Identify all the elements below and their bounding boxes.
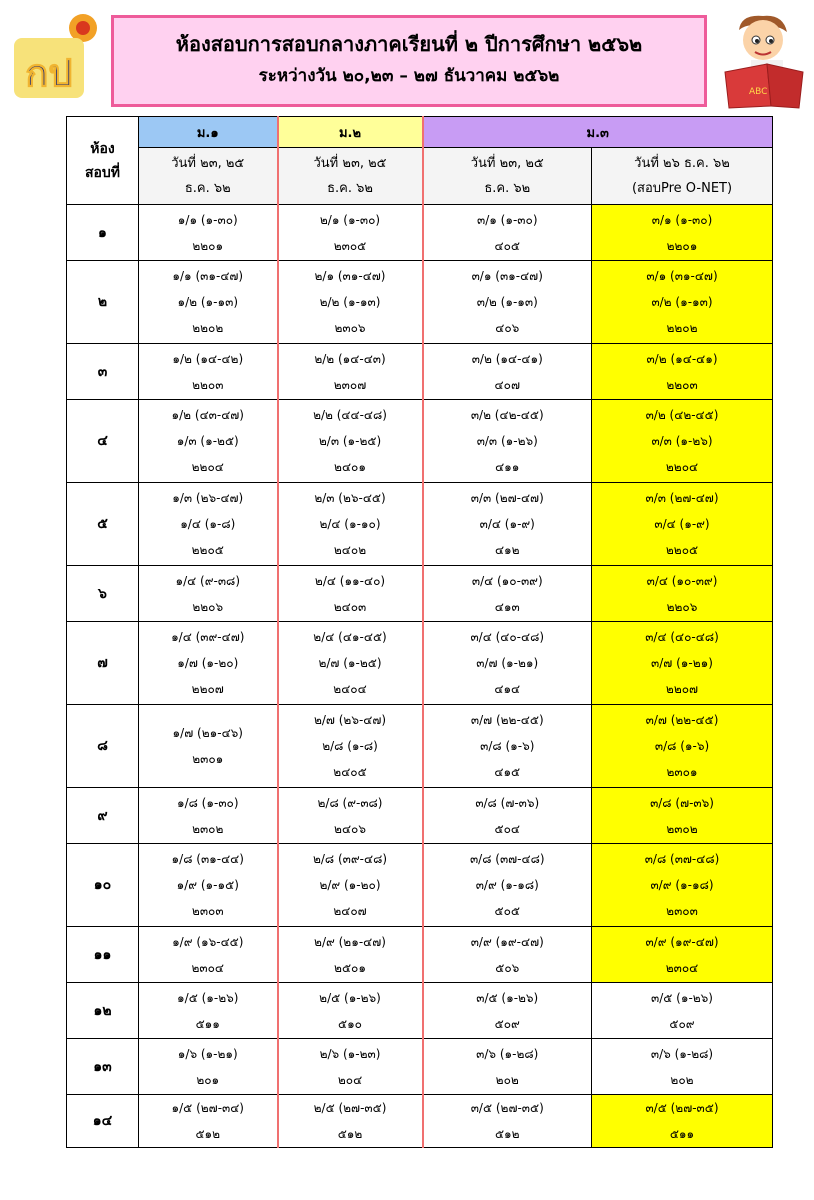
cell-line: ๒๐๒ (495, 1072, 519, 1087)
exam-cell (278, 788, 423, 844)
cell-line: ๒๔๐๓ (333, 599, 367, 614)
cell-line: ๑/๔ (๓๙-๔๗) (171, 630, 245, 644)
cell-line: ๓/๒ (๑๔-๔๑) (646, 351, 718, 366)
exam-cell (592, 927, 773, 983)
cell-line: ๓/๒ (๔๒-๔๕) (645, 408, 719, 422)
cell-line: ๒๐๑ (196, 1072, 220, 1087)
table-row (67, 483, 773, 566)
cell-line: ๑/๗ (๒๑-๔๖) (172, 726, 243, 740)
room-number: ๑ (67, 205, 139, 261)
cell-line: ๔๐๖ (495, 321, 520, 335)
cell-line: ๓/๔ (๑๐-๓๙) (646, 573, 718, 588)
cell-line: ๑/๔ (๙-๓๘) (175, 573, 240, 588)
cell-line: ๒๐๒ (670, 1072, 694, 1087)
cell-line: ๓/๘ (๗-๓๖) (475, 795, 540, 810)
exam-cell (139, 1095, 278, 1148)
cell-line: ๓/๘ (๗-๓๖) (650, 795, 714, 810)
exam-cell (592, 983, 773, 1039)
cell-line: ๒๔๐๖ (334, 821, 366, 836)
cell-line: ๓/๓ (๑-๒๖) (651, 434, 713, 448)
exam-cell (592, 788, 773, 844)
cell-line: ๓/๘ (๑-๖) (654, 739, 710, 753)
table-row (67, 1095, 773, 1148)
room-number: ๑๔ (67, 1095, 139, 1148)
cell-line: ๒๓๐๗ (333, 377, 367, 392)
cell-line: ๒๒๐๒ (192, 321, 224, 335)
exam-cell (592, 261, 773, 344)
cell-line: ๒/๘ (๙-๓๘) (317, 795, 383, 810)
exam-cell (278, 566, 423, 622)
cell-line: ๕๑๑ (669, 1127, 695, 1141)
room-number: ๘ (67, 705, 139, 788)
table-row (67, 983, 773, 1039)
cell-line: ๒๓๐๔ (191, 960, 225, 975)
exam-cell (139, 927, 278, 983)
cell-line: ๒๒๐๖ (192, 599, 224, 614)
exam-cell (278, 983, 423, 1039)
cell-line: ๕๐๔ (494, 821, 520, 836)
cell-line: ๑/๑ (๓๑-๔๗) (172, 269, 244, 283)
cell-line: ๓/๒ (๑-๑๓) (651, 295, 713, 309)
cell-line: ๒๓๐๑ (192, 752, 224, 766)
cell-line: ๒๓๐๓ (191, 904, 224, 918)
cell-line: ๓/๔ (๔๐-๔๘) (470, 630, 545, 644)
cell-line: ๔๑๔ (494, 682, 521, 696)
book-text: ABC (749, 87, 768, 97)
cell-line: ๑/๓ (๒๖-๔๗) (172, 491, 244, 505)
exam-cell (592, 1039, 773, 1095)
cell-line: ๒๒๐๑ (666, 238, 698, 253)
cell-line: ๒๒๐๗ (191, 682, 224, 696)
cell-line: ๒๒๐๕ (665, 543, 699, 557)
cell-line: ๒๔๐๒ (333, 543, 367, 557)
cell-line: ๔๑๓ (494, 599, 520, 614)
cell-line: ๓/๔ (๔๐-๔๘) (645, 630, 719, 644)
exam-cell (423, 261, 592, 344)
cell-line: ๒/๕ (๒๗-๓๕) (313, 1101, 387, 1115)
cell-line: ๓/๙ (๑๙-๔๗) (470, 934, 544, 949)
exam-cell (592, 622, 773, 705)
grade-header-m3: ม.๓ (423, 117, 773, 148)
cell-line: ๒๒๐๗ (665, 682, 699, 696)
cell-line: ๒/๔ (๑๑-๔๐) (314, 573, 386, 588)
exam-cell (278, 205, 423, 261)
table-row (67, 844, 773, 927)
exam-cell (423, 344, 592, 400)
cell-line: ๔๑๕ (494, 765, 521, 779)
exam-cell (592, 400, 773, 483)
exam-cell (278, 1095, 423, 1148)
exam-cell (278, 705, 423, 788)
room-number: ๙ (67, 788, 139, 844)
table-row (67, 705, 773, 788)
cell-line: ๒๒๐๔ (191, 460, 224, 474)
table-row (67, 400, 773, 483)
cell-line: ๓/๔ (๑-๙) (654, 517, 710, 531)
cell-line: ๒/๑ (๑-๓๐) (319, 212, 381, 227)
date-header-m3: วันที่ ๒๓, ๒๕ ธ.ค. ๖๒ (423, 148, 592, 205)
cell-line: ๒/๙ (๒๑-๔๗) (314, 934, 386, 949)
exam-cell (423, 400, 592, 483)
cell-line: ๔๑๒ (494, 543, 520, 557)
cell-line: ๓/๗ (๑-๒๑) (476, 656, 539, 670)
table-row (67, 622, 773, 705)
cell-line: ๓/๑ (๑-๓๐) (476, 212, 538, 227)
cell-line: ๒๒๐๓ (192, 377, 224, 392)
exam-cell (592, 483, 773, 566)
exam-cell (278, 927, 423, 983)
exam-cell (278, 1039, 423, 1095)
cell-line: ๒๒๐๖ (666, 599, 698, 614)
grade-header-m1: ม.๑ (139, 117, 278, 148)
exam-cell (592, 344, 773, 400)
cell-line: ๕๐๙ (669, 1016, 695, 1031)
exam-cell (423, 1039, 592, 1095)
cell-line: ๓/๗ (๒๒-๔๕) (470, 713, 544, 727)
exam-cell (423, 844, 592, 927)
exam-cell (423, 788, 592, 844)
cell-line: ๓/๕ (๒๗-๓๕) (470, 1101, 544, 1115)
cell-line: ๓/๘ (๑-๖) (480, 739, 535, 753)
room-number: ๑๑ (67, 927, 139, 983)
cell-line: ๓/๖ (๑-๒๘) (650, 1046, 714, 1061)
cell-line: ๒/๓ (๑-๒๕) (318, 434, 382, 448)
cell-line: ๒๓๐๖ (334, 321, 366, 335)
cell-line: ๓/๑ (๓๑-๔๗) (471, 269, 543, 283)
cell-line: ๒/๓ (๒๖-๔๕) (314, 491, 386, 505)
exam-room-table (66, 116, 773, 1148)
room-number: ๕ (67, 483, 139, 566)
room-header (67, 117, 139, 205)
kid-reading-illustration (721, 10, 809, 110)
exam-cell (592, 844, 773, 927)
exam-cell (423, 983, 592, 1039)
cell-line: ๕๐๕ (494, 904, 520, 918)
cell-line: ๑/๑ (๑-๓๐) (177, 212, 238, 227)
exam-cell (423, 566, 592, 622)
cell-line: ๔๑๑ (495, 460, 520, 474)
cell-line: ๓/๑ (๑-๓๐) (651, 212, 713, 227)
cell-line: ๓/๓ (๒๗-๔๗) (645, 491, 719, 505)
cell-line: ๓/๑ (๓๑-๔๗) (646, 269, 718, 283)
room-header-line2: สอบที่ (84, 164, 121, 181)
title-box (111, 15, 707, 107)
cell-line: ๒/๔ (๔๑-๔๕) (313, 630, 387, 644)
cell-line: ๓/๕ (๑-๒๖) (651, 990, 713, 1005)
table-row (67, 566, 773, 622)
table-row (67, 1039, 773, 1095)
cell-line: ๑/๙ (๑๖-๔๕) (172, 934, 244, 949)
school-logo (4, 8, 102, 106)
exam-cell (139, 483, 278, 566)
exam-cell (423, 705, 592, 788)
cell-line: ๓/๙ (๑-๑๘) (475, 878, 539, 892)
cell-line: ๕๑๒ (195, 1127, 221, 1141)
cell-line: ๓/๗ (๑-๒๑) (651, 656, 713, 670)
cell-line: ๕๐๙ (494, 1016, 520, 1031)
room-header-line1: ห้อง (90, 140, 115, 157)
exam-cell (423, 927, 592, 983)
cell-line: ๑/๒ (๑-๑๓) (177, 295, 238, 309)
cell-line: ๒๕๐๑ (334, 960, 366, 975)
exam-cell (278, 844, 423, 927)
cell-line: ๕๑๒ (337, 1127, 363, 1141)
cell-line: ๑/๕ (๒๗-๓๔) (171, 1101, 244, 1115)
cell-line: ๒/๕ (๑-๒๖) (319, 990, 381, 1005)
exam-cell (592, 566, 773, 622)
room-number: ๔ (67, 400, 139, 483)
cell-line: ๒/๗ (๑-๒๕) (318, 656, 382, 670)
exam-cell (139, 622, 278, 705)
grade-header-m2: ม.๒ (278, 117, 423, 148)
cell-line: ๓/๒ (๔๒-๔๕) (470, 408, 544, 422)
page-title: ห้องสอบการสอบกลางภาคเรียนที่ ๒ ปีการศึกษา ๒๕๖๒ (175, 32, 643, 56)
exam-cell (139, 566, 278, 622)
cell-line: ๒๐๔ (337, 1072, 363, 1087)
cell-line: ๒๒๐๔ (665, 460, 699, 474)
room-number: ๒ (67, 261, 139, 344)
cell-line: ๒/๒ (๑๔-๔๓) (314, 351, 386, 366)
cell-line: ๒๓๐๑ (666, 765, 698, 779)
cell-line: ๓/๗ (๒๒-๔๕) (645, 713, 719, 727)
cell-line: ๒๒๐๑ (192, 238, 224, 253)
exam-cell (139, 344, 278, 400)
exam-cell (278, 622, 423, 705)
cell-line: ๕๑๐ (337, 1016, 363, 1031)
exam-cell (592, 205, 773, 261)
cell-line: ๓/๒ (๑-๑๓) (476, 295, 538, 309)
exam-cell (139, 261, 278, 344)
cell-line: ๒/๒ (๑-๑๓) (319, 295, 381, 309)
cell-line: ๒๔๐๑ (334, 460, 366, 474)
cell-line: ๕๑๒ (494, 1127, 520, 1141)
cell-line: ๔๐๗ (494, 377, 520, 392)
cell-line: ๑/๘ (๑-๓๐) (176, 795, 239, 810)
cell-line: ๓/๘ (๓๗-๔๘) (469, 852, 545, 866)
cell-line: ๒๔๐๔ (333, 682, 367, 696)
exam-cell (423, 1095, 592, 1148)
room-number: ๑๒ (67, 983, 139, 1039)
cell-line: ๒๒๐๕ (191, 543, 224, 557)
cell-line: ๔๐๕ (494, 238, 520, 253)
cell-line: ๒๓๐๒ (192, 821, 224, 836)
cell-line: ๑/๖ (๑-๒๑) (177, 1046, 238, 1061)
cell-line: ๑/๔ (๑-๘) (180, 517, 236, 531)
table-body (67, 205, 773, 1148)
cell-line: ๒/๙ (๑-๒๐) (319, 878, 381, 892)
exam-cell (278, 483, 423, 566)
exam-cell (278, 261, 423, 344)
cell-line: ๓/๔ (๑๐-๓๙) (471, 573, 543, 588)
exam-cell (423, 205, 592, 261)
cell-line: ๑/๙ (๑-๑๕) (176, 878, 239, 892)
cell-line: ๑/๒ (๔๓-๔๗) (171, 408, 244, 422)
room-number: ๑๓ (67, 1039, 139, 1095)
cell-line: ๓/๖ (๑-๒๘) (476, 1046, 539, 1061)
cell-line: ๑/๓ (๑-๒๕) (176, 434, 239, 448)
cell-line: ๒๓๐๔ (665, 960, 699, 975)
exam-cell (139, 400, 278, 483)
cell-line: ๒/๑ (๓๑-๔๗) (314, 269, 386, 283)
cell-line: ๑/๗ (๑-๒๐) (177, 656, 239, 670)
exam-cell (423, 622, 592, 705)
exam-cell (139, 844, 278, 927)
cell-line: ๒๔๐๗ (333, 904, 367, 918)
cell-line: ๒๓๐๓ (666, 904, 698, 918)
cell-line: ๓/๘ (๓๗-๔๘) (644, 852, 720, 866)
cell-line: ๒/๘ (๓๙-๔๘) (312, 852, 388, 866)
cell-line: ๒/๒ (๔๔-๔๘) (313, 408, 387, 422)
cell-line: ๒๒๐๓ (666, 377, 698, 392)
cell-line: ๓/๔ (๑-๙) (479, 517, 535, 531)
table-row (67, 205, 773, 261)
table-row (67, 261, 773, 344)
date-header-m2: วันที่ ๒๓, ๒๕ ธ.ค. ๖๒ (278, 148, 423, 205)
table-row (67, 788, 773, 844)
exam-cell (592, 1095, 773, 1148)
cell-line: ๕๑๑ (195, 1016, 220, 1031)
cell-line: ๑/๘ (๓๑-๔๔) (171, 852, 244, 866)
cell-line: ๑/๕ (๑-๒๖) (177, 990, 239, 1005)
cell-line: ๓/๓ (๒๗-๔๗) (470, 491, 544, 505)
cell-line: ๓/๙ (๑-๑๘) (650, 878, 714, 892)
exam-cell (423, 483, 592, 566)
room-number: ๗ (67, 622, 139, 705)
cell-line: ๓/๕ (๑-๒๖) (476, 990, 539, 1005)
cell-line: ๒/๖ (๑-๒๓) (319, 1046, 381, 1061)
cell-line: ๒๒๐๒ (666, 321, 698, 335)
exam-cell (139, 1039, 278, 1095)
page-subtitle: ระหว่างวัน ๒๐,๒๓ – ๒๗ ธันวาคม ๒๕๖๒ (258, 66, 560, 86)
exam-cell (139, 705, 278, 788)
cell-line: ๕๐๖ (495, 960, 520, 975)
table-row (67, 927, 773, 983)
cell-line: ๒/๔ (๑-๑๐) (319, 517, 381, 531)
room-number: ๖ (67, 566, 139, 622)
date-header-m1: วันที่ ๒๓, ๒๕ ธ.ค. ๖๒ (139, 148, 278, 205)
cell-line: ๓/๒ (๑๔-๔๑) (471, 351, 543, 366)
cell-line: ๓/๙ (๑๙-๔๗) (645, 934, 719, 949)
cell-line: ๒๔๐๕ (333, 765, 367, 779)
cell-line: ๒/๘ (๑-๘) (322, 739, 378, 753)
table-row (67, 344, 773, 400)
cell-line: ๓/๕ (๒๗-๓๕) (645, 1101, 719, 1115)
exam-cell (139, 205, 278, 261)
exam-cell (139, 788, 278, 844)
room-number: ๑๐ (67, 844, 139, 927)
cell-line: ๒/๗ (๒๖-๔๗) (313, 713, 387, 727)
date-header-m3-preonet: วันที่ ๒๖ ธ.ค. ๖๒ (สอบPre O-NET) (592, 148, 773, 205)
logo-text: กป (25, 51, 73, 95)
exam-cell (278, 400, 423, 483)
cell-line: ๒๓๐๕ (333, 238, 367, 253)
exam-cell (592, 705, 773, 788)
exam-cell (139, 983, 278, 1039)
cell-line: ๑/๒ (๑๔-๔๒) (172, 351, 244, 366)
room-number: ๓ (67, 344, 139, 400)
cell-line: ๓/๓ (๑-๒๖) (476, 434, 538, 448)
exam-cell (278, 344, 423, 400)
cell-line: ๒๓๐๒ (666, 821, 698, 836)
